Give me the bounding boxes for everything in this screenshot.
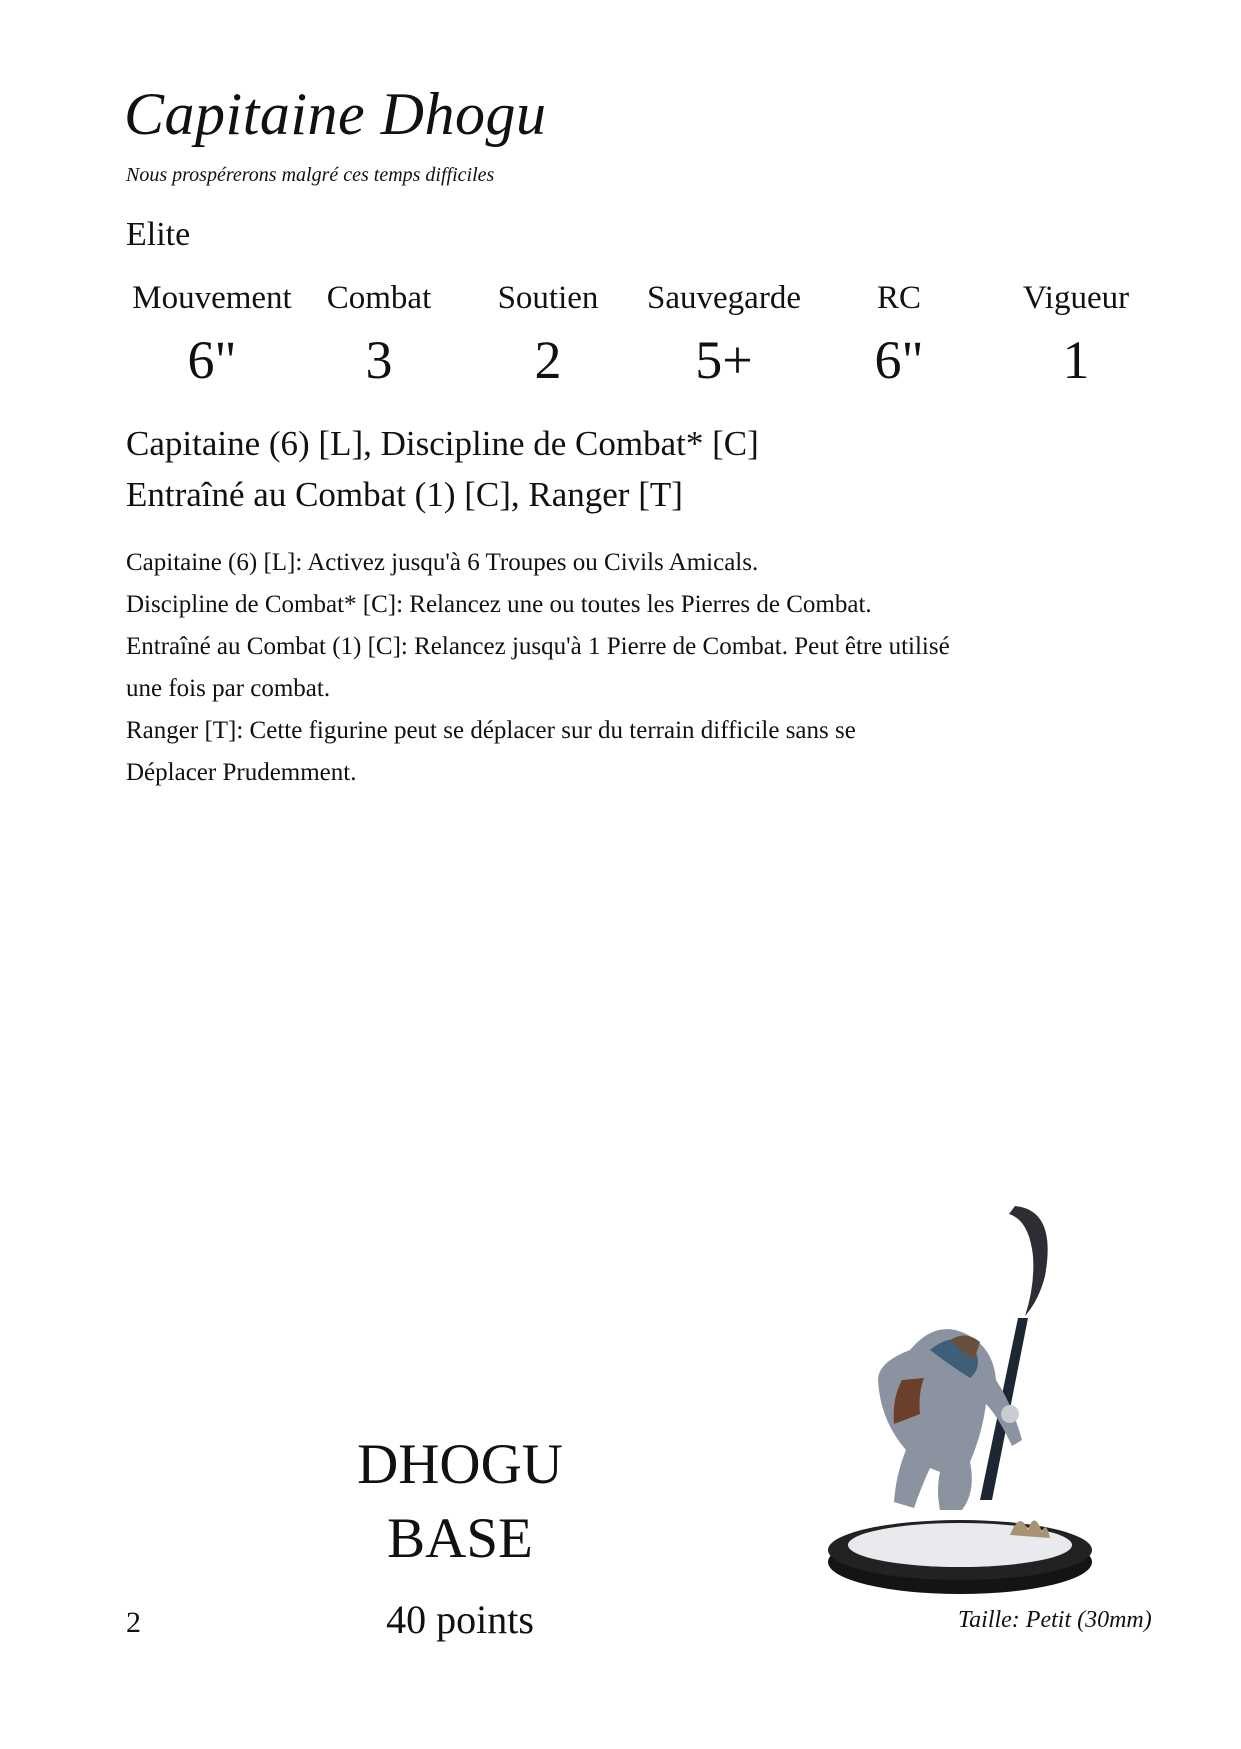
unit-name-large: DHOGU (357, 1433, 563, 1496)
stat-mouvement (122, 280, 302, 390)
stat-value: 6" (187, 330, 237, 390)
stat-soutien (456, 280, 640, 390)
base-label-large: BASE (387, 1507, 533, 1570)
stat-label: RC (876, 280, 922, 316)
stat-value: 2 (534, 330, 562, 390)
scythe-blade (1009, 1206, 1048, 1316)
page-number: 2 (126, 1606, 141, 1639)
card-title: Capitaine Dhogu (124, 81, 547, 147)
stat-value: 6" (874, 330, 924, 390)
stat-label: Sauvegarde (647, 280, 801, 316)
stat-label: Combat (326, 280, 432, 316)
size-label: Taille: Petit (30mm) (958, 1607, 1152, 1633)
rules-text (126, 542, 1086, 794)
abilities-line: Capitaine (6) [L], Discipline de Combat* [C] (126, 424, 759, 463)
stat-value: 5+ (695, 330, 753, 390)
rule-line: une fois par combat. (126, 675, 331, 702)
card-subtitle: Nous prospérerons malgré ces temps difficiles (126, 164, 495, 186)
abilities-summary (126, 418, 759, 520)
rule-line: Discipline de Combat* [C]: Relancez une ou toutes les Pierres de Combat. (126, 591, 872, 618)
stat-value: 1 (1062, 330, 1090, 390)
stat-rc (808, 280, 990, 390)
stat-value: 3 (365, 330, 393, 390)
stat-label: Vigueur (1022, 280, 1130, 316)
rule-line: Déplacer Prudemment. (126, 759, 357, 786)
abilities-line: Entraîné au Combat (1) [C], Ranger [T] (126, 475, 683, 514)
rule-line: Ranger [T]: Cette figurine peut se déplacer sur du terrain difficile sans se (126, 717, 856, 744)
miniature-image (810, 1200, 1150, 1600)
points-cost: 40 points (386, 1597, 534, 1642)
stats-row (122, 280, 1162, 390)
rule-line: Entraîné au Combat (1) [C]: Relancez jusqu'à 1 Pierre de Combat. Peut être utilisé (126, 633, 950, 660)
stat-label: Mouvement (132, 280, 292, 316)
stat-label: Soutien (497, 280, 599, 316)
stat-sauvegarde (640, 280, 808, 390)
stat-vigueur (990, 280, 1162, 390)
rank-label: Elite (126, 216, 191, 253)
rule-line: Capitaine (6) [L]: Activez jusqu'à 6 Troupes ou Civils Amicals. (126, 549, 759, 576)
stat-combat (302, 280, 456, 390)
